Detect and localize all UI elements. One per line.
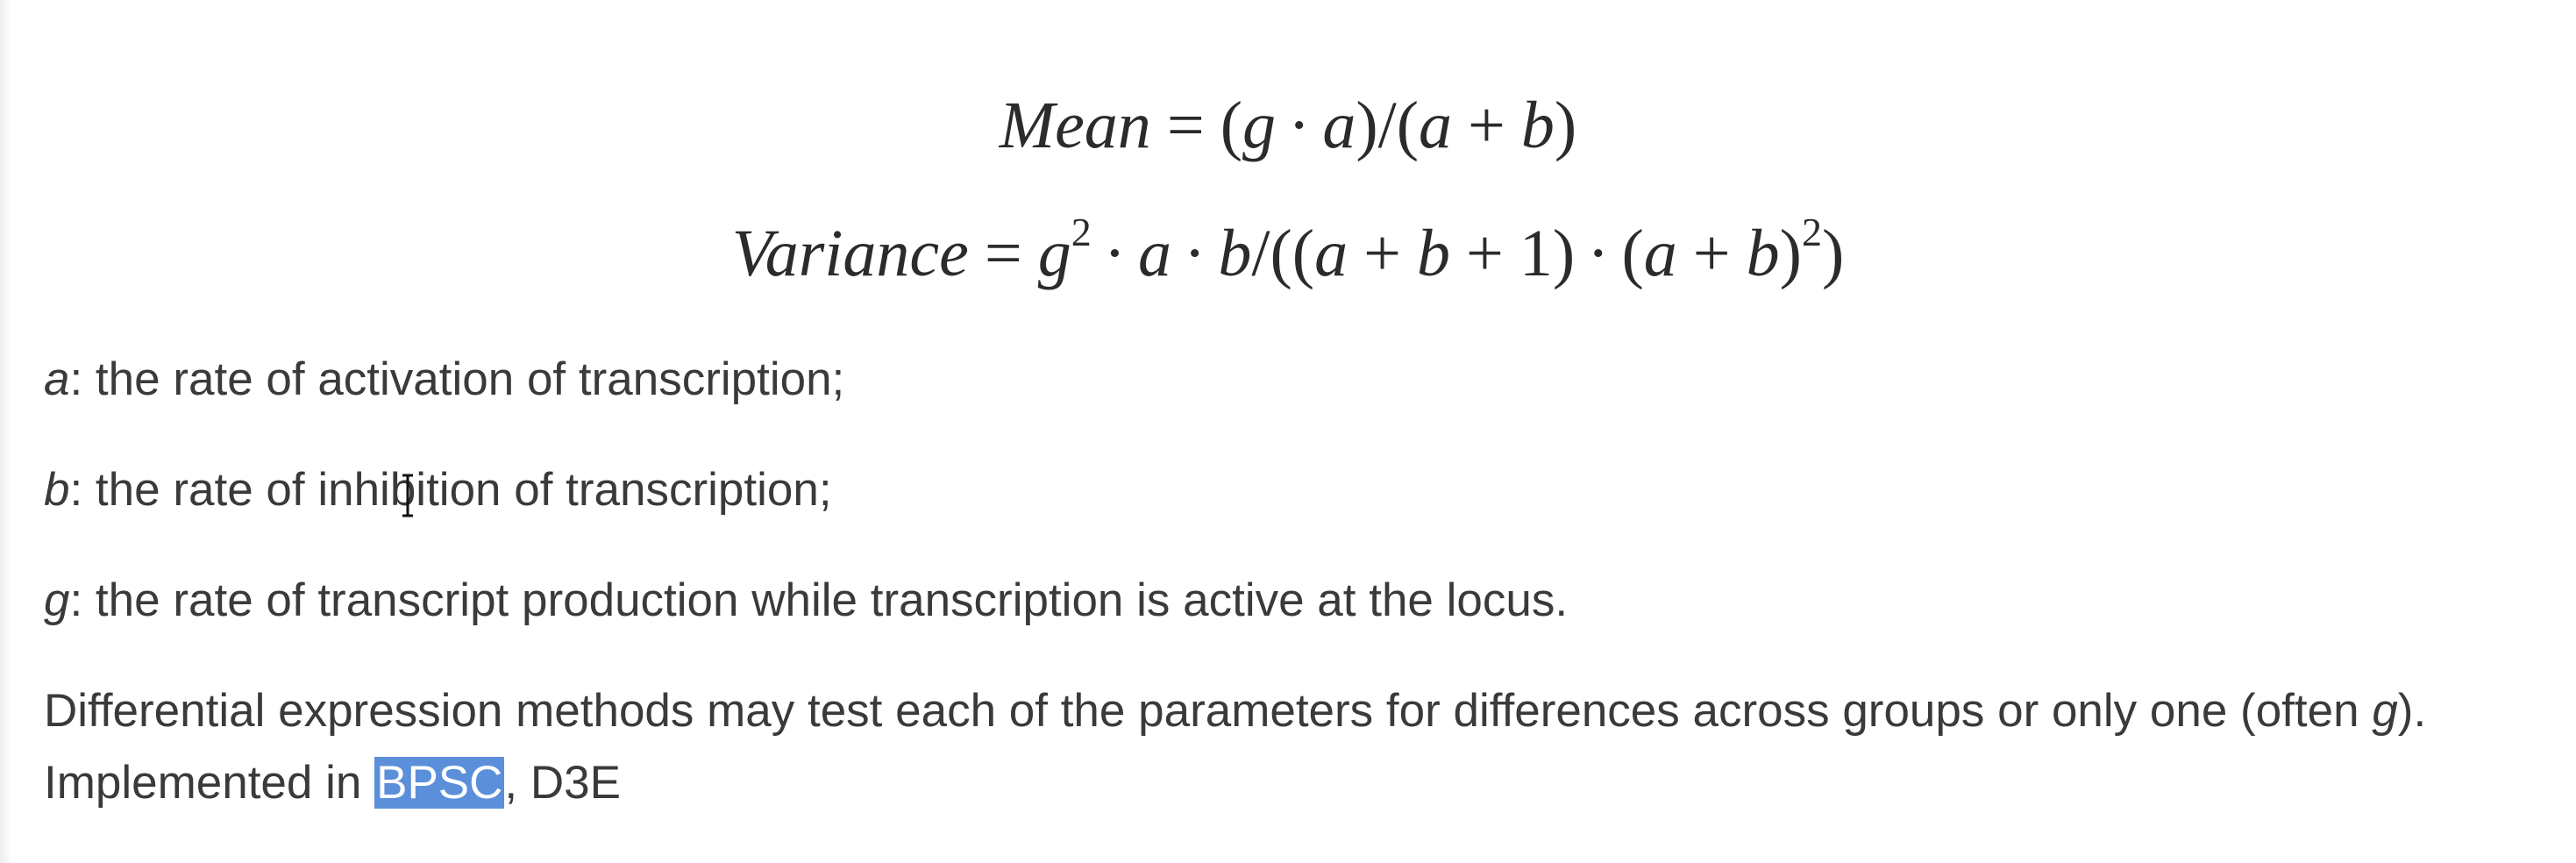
definition-symbol: a	[44, 353, 70, 405]
definition-text: : the rate of inhibition of transcription;	[69, 464, 832, 516]
definition-symbol: b	[44, 464, 70, 516]
mean-expression: (g · a)/(a + b)	[1220, 89, 1577, 162]
mean-label: Mean	[999, 89, 1151, 162]
link-d3e: , D3E	[504, 757, 621, 809]
equation-variance: Variance = $g^2 \cdot a \cdot b/((a + b + 1) \cdot (a + b)^2)$	[731, 210, 1845, 290]
definition-text: : the rate of activation of transcription;	[69, 353, 845, 405]
variance-expression: $g^2 \cdot a \cdot b/((a + b + 1) \cdot (a + b)^2)$	[1037, 210, 1845, 290]
definition-g	[44, 574, 1568, 627]
definition-symbol: g	[44, 574, 70, 626]
variance-label: Variance	[731, 217, 969, 290]
definition-b	[44, 463, 832, 517]
selected-text-bpsc[interactable]: BPSC	[376, 757, 503, 809]
definition-text: : the rate of transcript production while transcription is active at the locus.	[69, 574, 1569, 626]
equation-mean: Mean = (g · a)/(a + b)	[999, 89, 1577, 162]
methods-paragraph: Differential expression methods may test each of the parameters for differences across groups or only one (often g). Implemented in BPSC, D3E	[44, 685, 2427, 809]
text-cursor-icon	[402, 474, 414, 517]
definition-a	[44, 353, 844, 406]
